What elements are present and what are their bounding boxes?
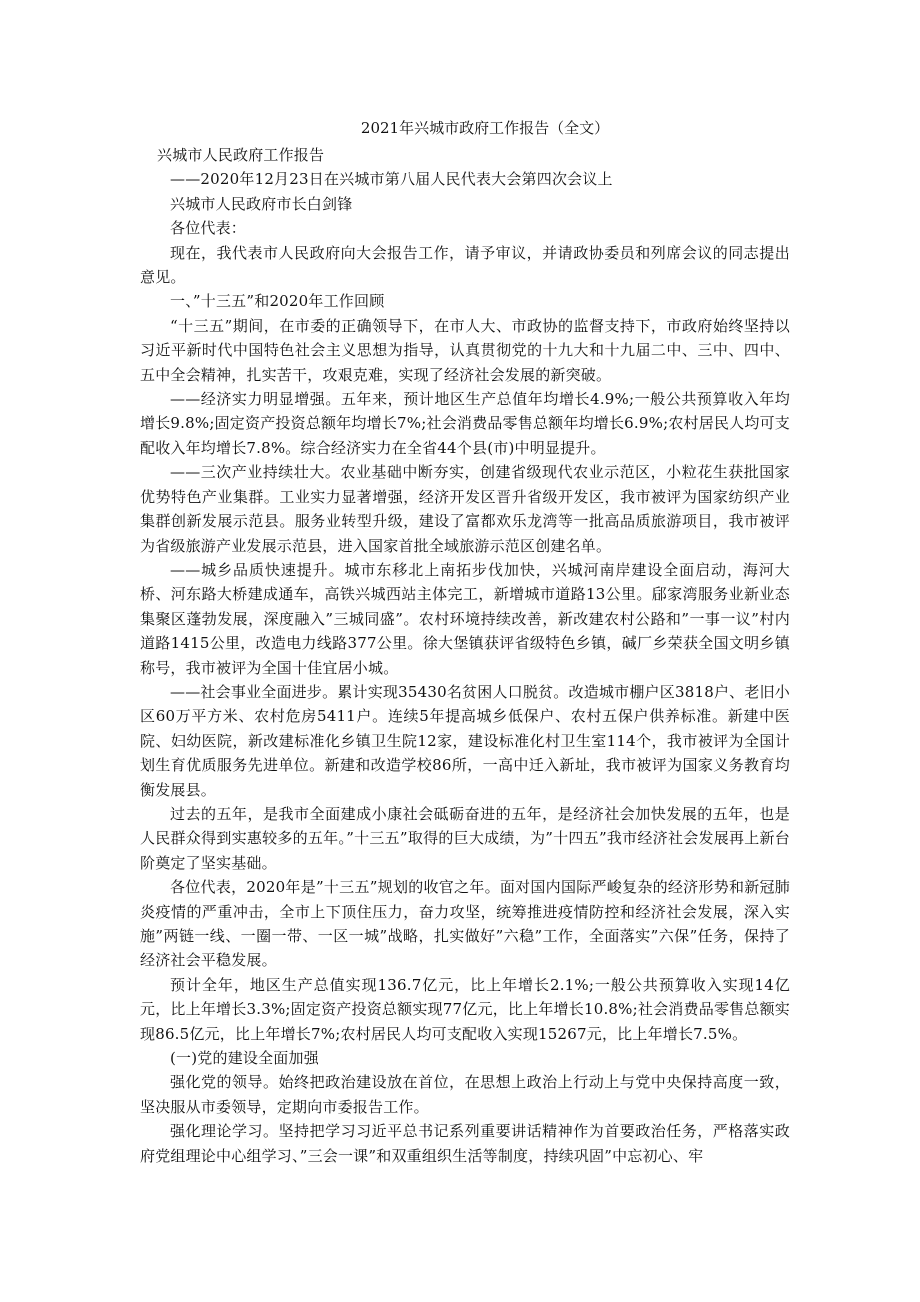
paragraph: ——经济实力明显增强。五年来，预计地区生产总值年均增长4.9%;一般公共预算收入年均增长9.8%;固定资产投资总额年均增长7%;社会消费品零售总额年均增长6.9%;农村居民人均可支配收入年均增长7.8%。综合经济实力在全省44个县(市)中明显提升。 [140, 390, 790, 457]
subtitle: 兴城市人民政府工作报告 [157, 146, 325, 164]
paragraph: ——社会事业全面进步。累计实现35430名贫困人口脱贫。改造城市棚户区3818户、老旧小区60万平方米、农村危房5411户。连续5年提高城乡低保户、农村五保户供养标准。新建中医院、妇幼医院，新改建标准化乡镇卫生院12家，建设标准化村卫生室114个，我市被评为全国计划生育优质服务先进单位。新建和改造学校86所，一高中迁入新址，我市被评为国家义务教育均衡发展县。 [140, 682, 790, 799]
paragraph: 各位代表，2020年是”十三五”规划的收官之年。面对国内国际严峻复杂的经济形势和新冠肺炎疫情的严重冲击，全市上下顶住压力，奋力攻坚，统筹推进疫情防控和经济社会发展，深入实施”两链一线、一圈一带、一区一城”战略，扎实做好”六稳”工作，全面落实”六保”任务，保持了经济社会平稳发展。 [140, 878, 790, 970]
paragraph: ——城乡品质快速提升。城市东移北上南拓步伐加快，兴城河南岸建设全面启动，海河大桥、河东路大桥建成通车，高铁兴城西站主体完工，新增城市道路13公里。郈家湾服务业新业态集聚区蓬勃发展，深度融入”三城同盛”。农村环境持续改善，新改建农村公路和”一事一议”村内道路1415公里，改造电力线路377公里。徐大堡镇获评省级特色乡镇，碱厂乡荣获全国文明乡镇称号，我市被评为全国十佳宜居小城。 [140, 560, 790, 677]
paragraph: ——三次产业持续壮大。农业基础中断夯实，创建省级现代农业示范区，小粒花生获批国家优势特色产业集群。工业实力显著增强，经济开发区晋升省级开发区，我市被评为国家纺织产业集群创新发展示范县。服务业转型升级，建设了富都欢乐龙湾等一批高品质旅游项目，我市被评为省级旅游产业发展示范县，进入国家首批全域旅游示范区创建名单。 [140, 463, 790, 555]
meeting-line: ——2020年12月23日在兴城市第八届人民代表大会第四次会议上 [170, 170, 613, 189]
greeting: 各位代表： [170, 219, 247, 238]
speaker-line: 兴城市人民政府市长白剑锋 [170, 194, 353, 213]
paragraph: “十三五”期间，在市委的正确领导下，在市人大、市政协的监督支持下，市政府始终坚持以习近平新时代中国特色社会主义思想为指导，认真贯彻党的十九大和十九届二中、三中、四中、五中全会精神，扎实苦干，攻艰克难，实现了经济社会发展的新突破。 [140, 316, 790, 384]
paragraph: 现在，我代表市人民政府向大会报告工作，请予审议，并请政协委员和列席会议的同志提出意见。 [140, 243, 790, 287]
paragraph: 强化理论学习。坚持把学习习近平总书记系列重要讲话精神作为首要政治任务，严格落实政府党组理论中心组学习、”三会一课”和双重组织生活等制度，持续巩固”中忘初心、牢 [140, 1122, 790, 1165]
section-heading: 一、”十三五”和2020年工作回顾 [170, 292, 385, 311]
paragraph: 预计全年，地区生产总值实现136.7亿元，比上年增长2.1%;一般公共预算收入实现14亿元，比上年增长3.3%;固定资产投资总额实现77亿元，比上年增长10.8%;社会消费品零售总额实现86.5亿元，比上年增长7%;农村居民人均可支配收入实现15267元，比上年增长7.5%。 [140, 975, 790, 1043]
paragraph: 过去的五年，是我市全面建成小康社会砥砺奋进的五年，是经济社会加快发展的五年，也是人民群众得到实惠较多的五年。”十三五”取得的巨大成绩，为”十四五”我市经济社会发展再上新台阶奠定了坚实基础。 [140, 804, 790, 872]
document-title: 2021年兴城市政府工作报告（全文） [360, 119, 610, 137]
paragraph: 强化党的领导。始终把政治建设放在首位，在思想上政治上行动上与党中央保持高度一致，坚决服从市委领导，定期向市委报告工作。 [140, 1073, 790, 1116]
subsection-heading: (一)党的建设全面加强 [170, 1049, 319, 1068]
